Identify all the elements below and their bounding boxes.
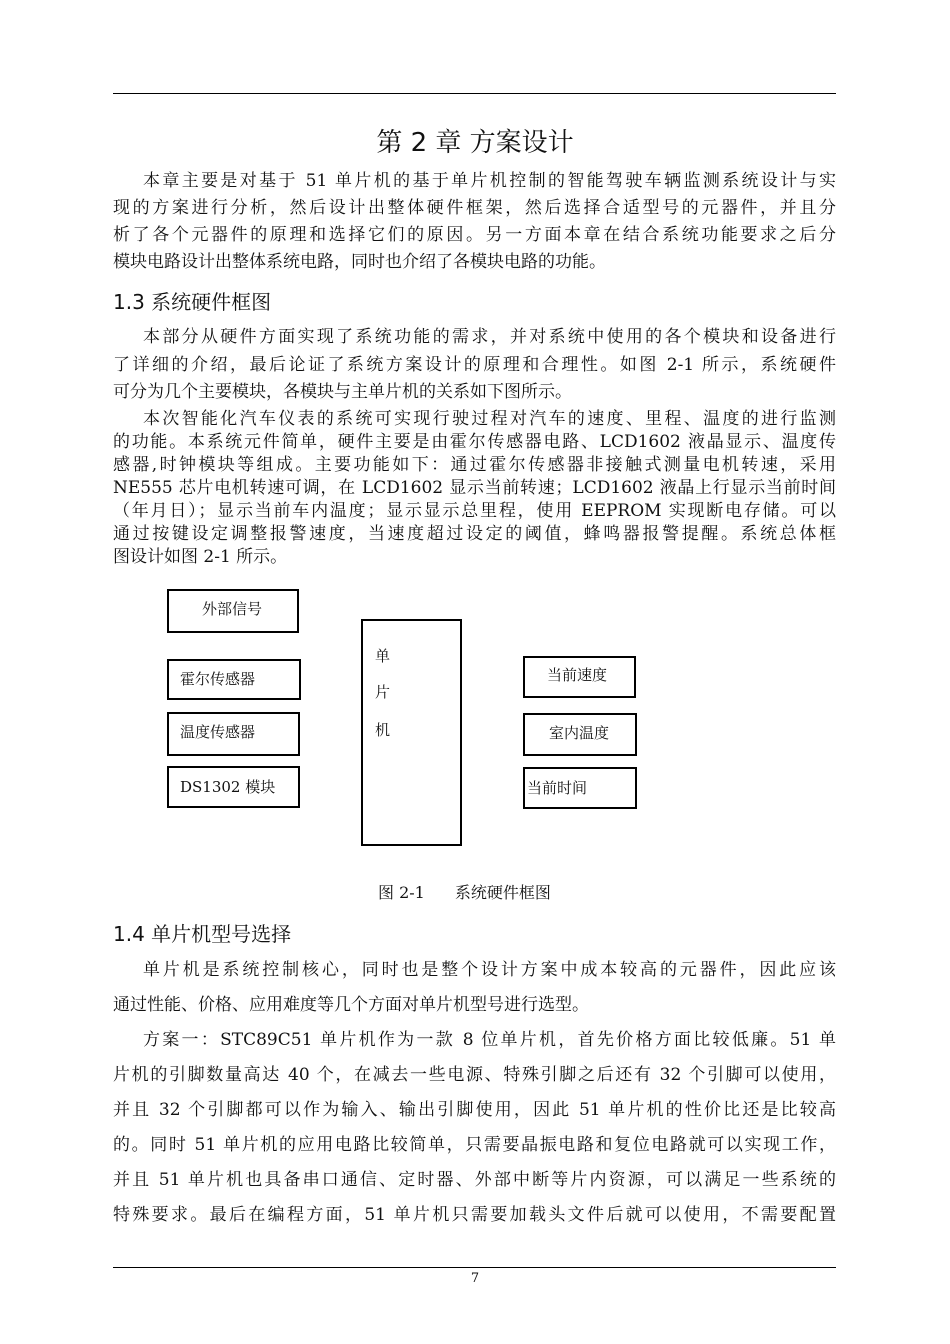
text-line-content: （年月日）；显示当前车内温度；显示显示总里程，使用 EEPROM 实现断电存储。可以 bbox=[113, 501, 836, 521]
box-label: 片 bbox=[375, 683, 391, 701]
text-line-content: 方案一：STC89C51 单片机作为一款 8 位单片机，首先价格方面比较低廉。51 单 bbox=[143, 1030, 836, 1050]
input-box-external-signal bbox=[167, 589, 299, 633]
section-heading-1-3: 1.3 系统硬件框图 bbox=[113, 290, 272, 314]
box-label: 霍尔传感器 bbox=[180, 670, 256, 688]
box-label: DS1302 模块 bbox=[180, 778, 276, 796]
text-line-content: 单片机是系统控制核心，同时也是整个设计方案中成本较高的元器件，因此应该 bbox=[143, 960, 836, 980]
output-box-current-time bbox=[523, 767, 637, 809]
output-box-indoor-temp bbox=[523, 713, 637, 756]
text-line-content: 的功能。本系统元件简单，硬件主要是由霍尔传感器电路、LCD1602 液晶显示、温度传 bbox=[113, 432, 836, 452]
figure-caption bbox=[378, 880, 581, 903]
mcu-box bbox=[361, 619, 462, 846]
input-box-temp-sensor bbox=[167, 712, 300, 756]
box-label: 单 bbox=[375, 647, 391, 665]
text-line-content: 片机的引脚数量高达 40 个，在减去一些电源、特殊引脚之后还有 32 个引脚可以使用， bbox=[113, 1065, 836, 1085]
box-label: 当前速度 bbox=[547, 666, 608, 684]
section-heading-1-4: 1.4 单片机型号选择 bbox=[113, 922, 292, 946]
text-line-content: 并且 51 单片机也具备串口通信、定时器、外部中断等片内资源，可以满足一些系统的 bbox=[113, 1170, 836, 1190]
box-label: 室内温度 bbox=[549, 724, 610, 742]
page-number: 7 bbox=[470, 1271, 480, 1286]
text-line-content: 通过性能、价格、应用难度等几个方面对单片机型号进行选型。 bbox=[113, 995, 589, 1015]
text-line-content: 可分为几个主要模块，各模块与主单片机的关系如下图所示。 bbox=[113, 382, 572, 402]
input-box-ds1302 bbox=[167, 766, 300, 808]
text-line-content: 并且 32 个引脚都可以作为输入、输出引脚使用，因此 51 单片机的性价比还是比较高 bbox=[113, 1100, 836, 1120]
text-line-content: 感器,时钟模块等组成。主要功能如下：通过霍尔传感器非接触式测量电机转速，采用 bbox=[113, 455, 836, 475]
footer-rule bbox=[113, 1267, 836, 1268]
caption-text: 系统硬件框图 bbox=[454, 883, 551, 902]
text-line-content: 通过按键设定调整报警速度，当速度超过设定的阈值，蜂鸣器报警提醒。系统总体框 bbox=[113, 524, 836, 544]
text-line-content: 现的方案进行分析，然后设计出整体硬件框架，然后选择合适型号的元器件，并且分 bbox=[113, 198, 836, 218]
caption-number: 图 2-1 bbox=[378, 883, 425, 902]
text-line-content: 本次智能化汽车仪表的系统可实现行驶过程对汽车的速度、里程、温度的进行监测 bbox=[143, 409, 836, 429]
text-line-content: 本章主要是对基于 51 单片机的基于单片机控制的智能驾驶车辆监测系统设计与实 bbox=[143, 171, 836, 191]
text-line-content: 本部分从硬件方面实现了系统功能的需求，并对系统中使用的各个模块和设备进行 bbox=[143, 327, 836, 347]
text-line-content: 特殊要求。最后在编程方面，51 单片机只需要加载头文件后就可以使用，不需要配置 bbox=[113, 1205, 836, 1225]
text-line-content: 的。同时 51 单片机的应用电路比较简单，只需要晶振电路和复位电路就可以实现工作， bbox=[113, 1135, 836, 1155]
text-line-content: 析了各个元器件的原理和选择它们的原因。另一方面本章在结合系统功能要求之后分 bbox=[113, 225, 836, 245]
input-box-hall-sensor bbox=[167, 659, 301, 700]
text-line-content: 了详细的介绍，最后论证了系统方案设计的原理和合理性。如图 2-1 所示，系统硬件 bbox=[113, 354, 836, 375]
box-label: 温度传感器 bbox=[180, 723, 256, 741]
box-label: 机 bbox=[375, 721, 391, 739]
chapter-title: 第 2 章 方案设计 bbox=[376, 128, 574, 158]
box-label: 当前时间 bbox=[527, 779, 588, 797]
box-label: 外部信号 bbox=[202, 600, 263, 618]
text-line-content: 图设计如图 2-1 所示。 bbox=[113, 547, 288, 567]
text-line-content: 模块电路设计出整体系统电路，同时也介绍了各模块电路的功能。 bbox=[113, 252, 606, 272]
header-rule bbox=[113, 93, 836, 94]
output-box-current-speed bbox=[523, 656, 636, 698]
text-line-content: NE555 芯片电机转速可调，在 LCD1602 显示当前转速；LCD1602 液晶上行显示当前时间 bbox=[113, 478, 836, 498]
